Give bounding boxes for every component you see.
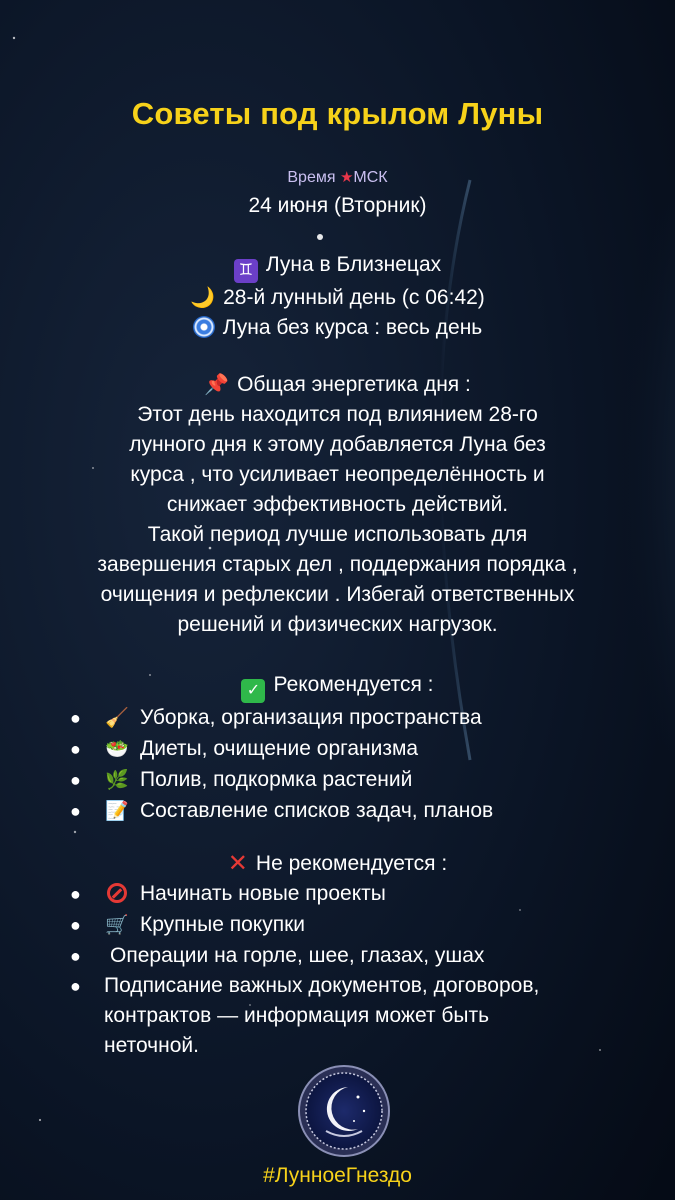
list-item-text: Крупные покупки: [140, 913, 306, 936]
list-item-text: Операции на горле, шее, глазах, ушах: [110, 944, 485, 967]
list-item: [0, 941, 675, 971]
list-item: [0, 971, 574, 1061]
bullet-icon: ●: [70, 946, 81, 966]
lunar-day-line: [0, 283, 675, 313]
crescent-moon-icon: 🌙: [190, 287, 216, 309]
list-item-text: Начинать новые проекты: [140, 882, 386, 905]
list-item: [0, 796, 675, 827]
energy-line: лунного дня к этому добавляется Луна без: [129, 433, 546, 456]
energy-heading: Общая энергетика дня :: [237, 373, 471, 396]
bullet-icon: ●: [70, 884, 81, 904]
list-item-text: Диеты, очищение организма: [140, 737, 419, 760]
bullet-icon: ●: [70, 770, 81, 790]
time-zone-label: [0, 168, 675, 187]
bullet-icon: ●: [70, 739, 81, 759]
cyclone-icon: [193, 316, 215, 338]
herb-icon: 🌿: [105, 770, 129, 791]
not-recommended-list: [0, 879, 675, 1061]
energy-section: [0, 370, 675, 640]
energy-line: Такой период лучше использовать для: [147, 523, 528, 546]
recommended-section: [0, 670, 675, 827]
list-item: [0, 910, 675, 941]
list-item-text: Полив, подкормка растений: [140, 768, 413, 791]
check-mark-icon: ✓: [241, 679, 265, 703]
energy-line: курса , что усиливает неопределённость и: [130, 463, 545, 486]
list-item-text: Составление списков задач, планов: [140, 799, 494, 822]
moon-sign: Луна в Близнецах: [265, 253, 442, 276]
shopping-cart-icon: 🛒: [105, 915, 129, 936]
pushpin-icon: 📌: [204, 374, 230, 396]
star-icon: ★: [339, 169, 354, 186]
no-entry-icon: [104, 880, 130, 910]
list-item: [0, 765, 675, 796]
recommended-heading-line: [0, 670, 675, 703]
energy-line: завершения старых дел , поддержания порядка ,: [97, 553, 578, 576]
energy-line: снижает эффективность действий.: [166, 493, 509, 516]
list-item-text: Подписание важных документов, договоров, контрактов — информация может быть неточной.: [104, 974, 540, 1057]
salad-bowl-icon: 🥗: [105, 739, 129, 760]
recommended-heading: Рекомендуется :: [273, 673, 434, 696]
bullet-icon: ●: [70, 976, 81, 996]
bullet-icon: ●: [70, 801, 81, 821]
moon-info: [0, 250, 675, 343]
hashtag: #ЛунноеГнездо: [263, 1164, 412, 1187]
bullet-icon: ●: [70, 915, 81, 935]
void-course: Луна без курса : весь день: [222, 316, 483, 339]
time-zone: МСК: [353, 169, 388, 186]
not-recommended-heading-line: [0, 849, 675, 879]
energy-line: решений и физических нагрузок.: [177, 613, 498, 636]
energy-line: Этот день находится под влиянием 28-го: [137, 403, 538, 426]
recommended-list: [0, 703, 675, 827]
bullet-icon: ●: [70, 708, 81, 728]
memo-icon: 📝: [105, 801, 129, 822]
energy-heading-line: [0, 370, 675, 400]
list-item-text: Уборка, организация пространства: [140, 706, 482, 729]
page-title: Советы под крылом Луны: [131, 96, 544, 131]
list-item: [0, 879, 675, 910]
gemini-icon: ♊: [234, 259, 258, 283]
lunar-nest-logo: [296, 1063, 392, 1159]
list-item: [0, 734, 675, 765]
energy-line: очищения и рефлексии . Избегай ответственных: [100, 583, 575, 606]
time-label: Время: [287, 169, 336, 186]
broom-icon: 🧹: [105, 708, 129, 729]
lunar-day: 28-й лунный день (с 06:42): [223, 286, 485, 309]
moon-sign-line: [0, 250, 675, 283]
list-item: [0, 703, 675, 734]
not-recommended-section: [0, 849, 675, 1061]
cross-mark-icon: ✕: [227, 850, 248, 877]
date: 24 июня (Вторник): [248, 194, 427, 217]
void-course-line: [0, 313, 675, 343]
not-recommended-heading: Не рекомендуется :: [255, 852, 448, 875]
